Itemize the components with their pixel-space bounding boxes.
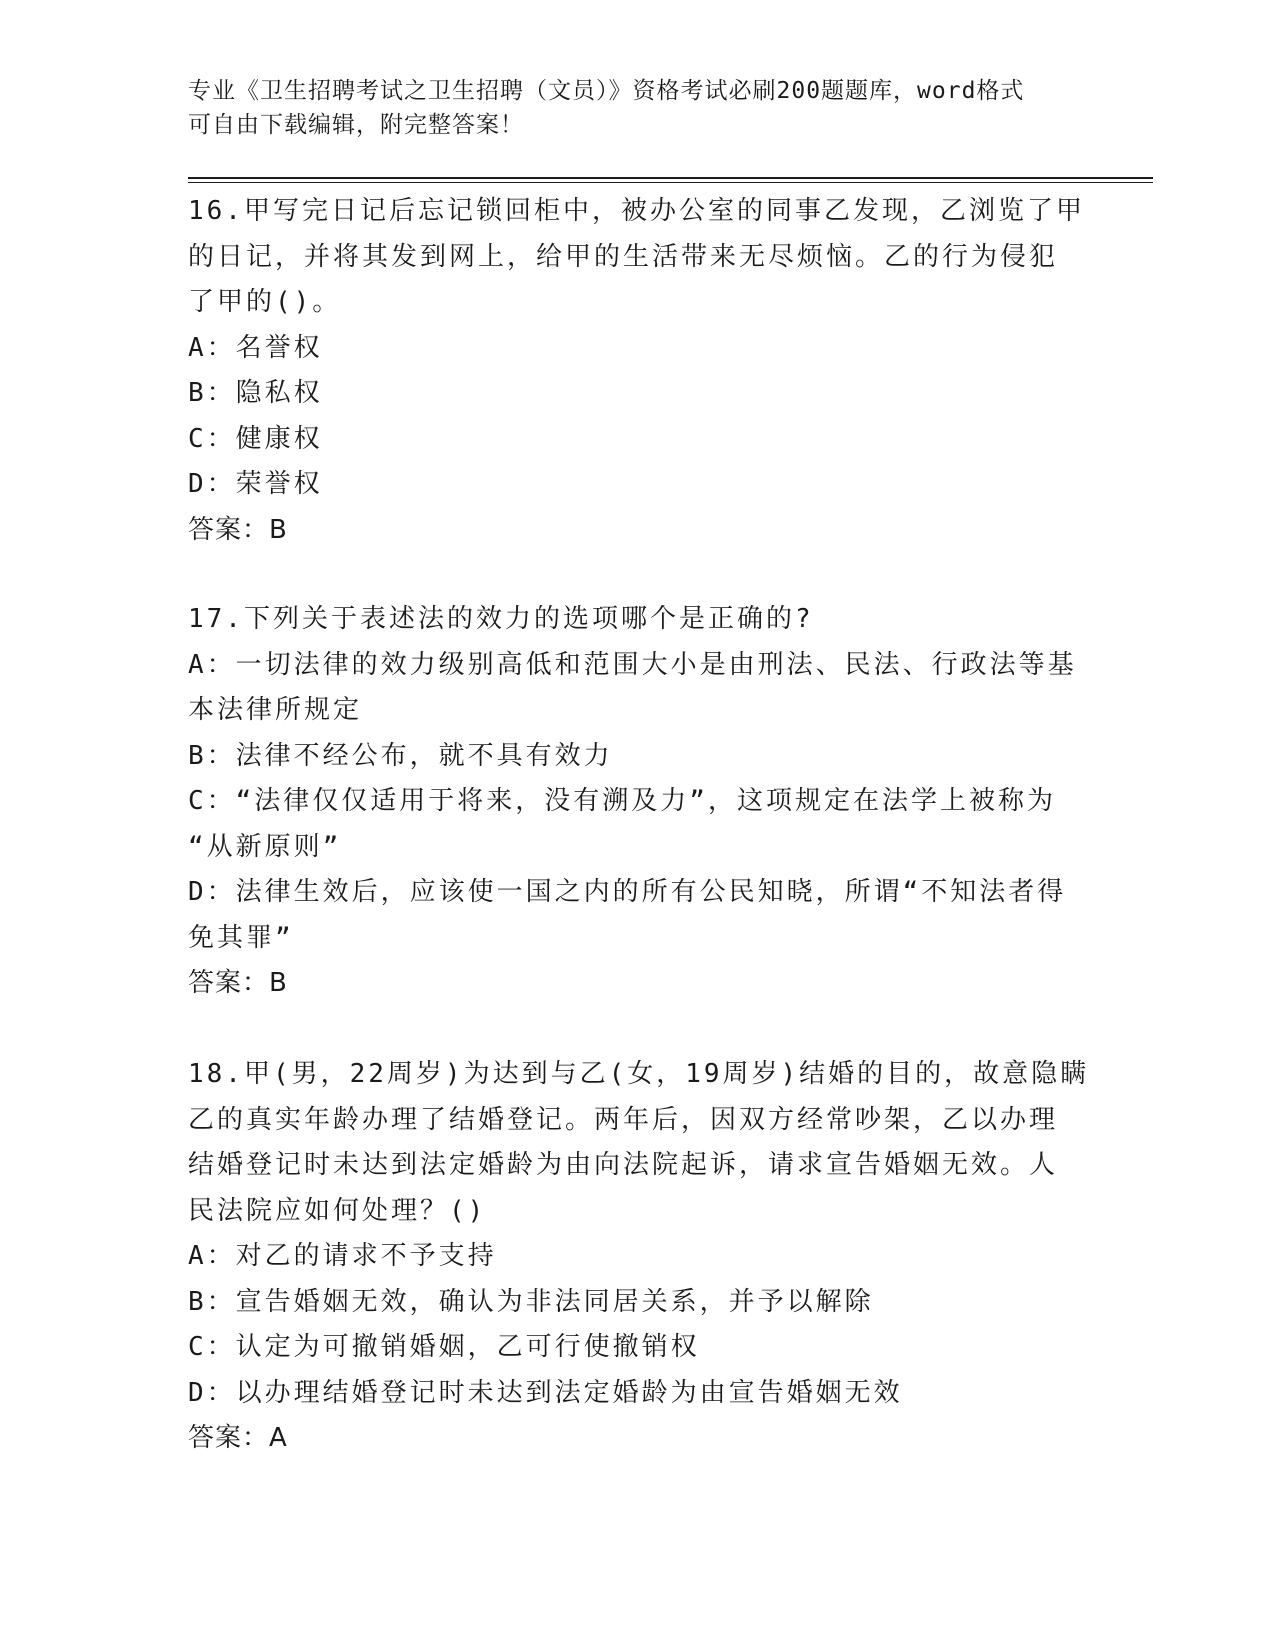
option-d: D：以办理结婚登记时未达到法定婚龄为由宣告婚姻无效 [188,1377,903,1408]
header-rule-thin [188,182,1153,183]
question-stem-line: 的日记，并将其发到网上，给甲的生活带来无尽烦恼。乙的行为侵犯 [188,241,1059,272]
option-d-continued: 免其罪” [188,922,294,953]
option-a: A：名誉权 [188,332,323,363]
answer-label: 答案：A [188,1423,288,1453]
option-d: D：法律生效后，应该使一国之内的所有公民知晓，所谓“不知法者得 [188,877,1067,907]
question-stem-line: 了甲的()。 [188,287,342,317]
answer-label: 答案：B [188,968,288,998]
option-a: A：一切法律的效力级别高低和范围大小是由刑法、民法、行政法等基 [188,649,1077,680]
option-c: C：健康权 [188,423,323,454]
question-stem-line: 18.甲(男，22周岁)为达到与乙(女，19周岁)结婚的目的，故意隐瞒 [188,1059,1090,1089]
header-line: 专业《卫生招聘考试之卫生招聘（文员）》资格考试必刷200题题库，word格式 [188,78,1025,104]
question-16 [188,189,1085,553]
option-b: B：法律不经公布，就不具有效力 [188,740,613,771]
option-c-continued: “从新原则” [188,831,342,862]
option-a: A：对乙的请求不予支持 [188,1241,497,1271]
option-a-continued: 本法律所规定 [188,695,363,725]
option-c: C：认定为可撤销婚姻，乙可行使撤销权 [188,1332,700,1362]
header-line: 可自由下载编辑，附完整答案！ [188,112,524,138]
question-stem-line: 民法院应如何处理？() [188,1195,487,1226]
question-18 [188,1052,1090,1462]
answer-label: 答案：B [188,514,288,545]
option-b: B：隐私权 [188,378,323,408]
option-b: B：宣告婚姻无效，确认为非法同居关系，并予以解除 [188,1286,874,1317]
header-rule-thick [188,177,1153,179]
option-d: D：荣誉权 [188,469,323,499]
question-stem-line: 17.下列关于表述法的效力的选项哪个是正确的? [188,604,814,634]
question-stem-line: 16.甲写完日记后忘记锁回柜中，被办公室的同事乙发现，乙浏览了甲 [188,196,1085,226]
option-c: C：“法律仅仅适用于将来，没有溯及力”，这项规定在法学上被称为 [188,786,1056,816]
document-header [188,74,1068,142]
question-stem-line: 乙的真实年龄办理了结婚登记。两年后，因双方经常吵架，乙以办理 [188,1104,1059,1135]
question-17 [188,597,1078,1007]
question-stem-line: 结婚登记时未达到法定婚龄为由向法院起诉，请求宣告婚姻无效。人 [188,1150,1059,1180]
